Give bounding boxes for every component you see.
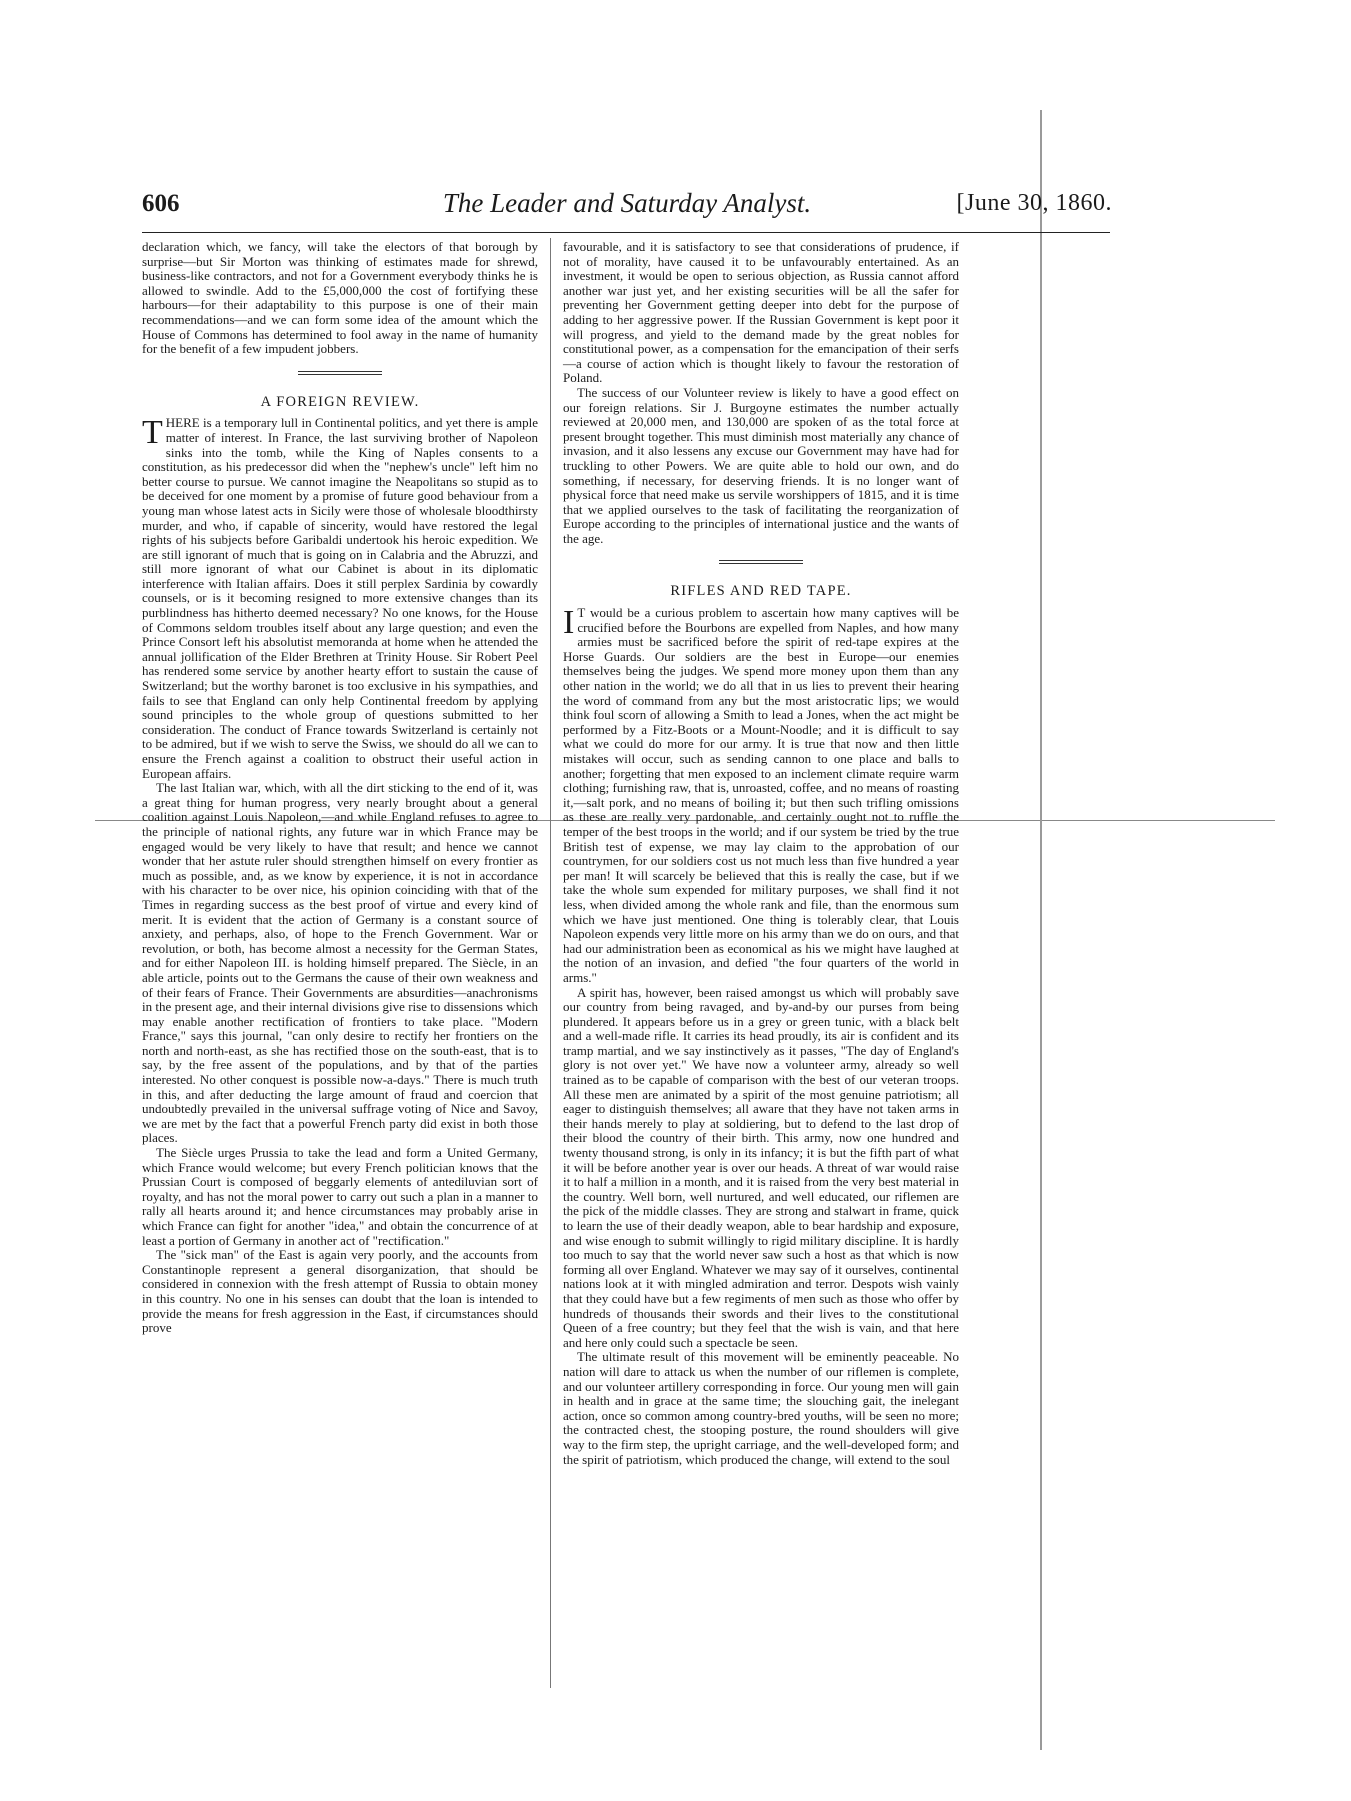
foreign-review-paragraph-3: The Siècle urges Prussia to take the lead and form a United Germany, which France would welcome; but every French politician knows that the Prussian Court is composed of beggarly elements of antediluvian sort of royalty, and has not the moral power to carry out such a plan in a manner to rally all hearts around it; and hence circumstances may probably arise in which France can fight for another "idea," and obtain the concurrence of at least a portion of Germany in another act of "rectification." bbox=[142, 1145, 538, 1248]
foreign-review-paragraph-2: The last Italian war, which, with all the dirt sticking to the end of it, was a great thing for human progress, very nearly brought about a general coalition against Louis Napoleon,—and while England refuses to agree to the principle of national rights, any future war in which France may be engaged would be very likely to have that result; and hence we cannot wonder that her astute ruler should strengthen himself on every frontier as much as possible, and, as we know by experience, it is not in accordance with his character to be over nice, his opinion coinciding with that of the Times in regarding success as the best proof of virtue and every kind of merit. It is evident that the action of Germany is a constant source of anxiety, and perhaps, also, of hope to the French Government. War or revolution, or both, has become almost a necessity for the German States, and for either Napoleon III. is holding himself prepared. The Siècle, in an able article, points out to the Germans the cause of their own weakness and of their fears of France. Their Governments are absurdities—anachronisms in the present age, and their internal divisions give rise to dissensions which may enable another rectification of frontiers to take place. "Modern France," says this journal, "can only desire to rectify her frontiers on the north and north-east, as she has rectified those on the south-east, that is to say, by the free assent of the populations, and by that of the parties interested. No other conquest is possible now-a-days." There is much truth in this, and after deducting the large amount of fraud and coercion that undoubtedly prevailed in the universal suffrage voting of Nice and Savoy, we are met by the fact that a powerful French party did exist in both those places. bbox=[142, 780, 538, 1146]
right-column bbox=[563, 240, 959, 1467]
rifles-red-tape-heading: RIFLES AND RED TAPE. bbox=[670, 583, 852, 600]
binding-shadow bbox=[1040, 110, 1042, 1750]
drop-cap: T bbox=[142, 414, 163, 452]
rifles-paragraph-2: A spirit has, however, been raised amongst us which will probably save our country from being ravaged, and by-and-by our purses from being plundered. It appears before us in a grey or green tunic, with a black belt and a well-made rifle. It carries its head proudly, its air is confident and its tramp martial, and we say instinctively as it passes, "The day of England's glory is not over yet." We have now a volunteer army, already so well trained as to be capable of comparison with the best of our veteran troops. All these men are animated by a spirit of the most genuine patriotism; all eager to distinguish themselves; all aware that they have not taken arms in their hands merely to play at soldiering, but to defend to the last drop of their blood the country of their birth. This army, now one hundred and twenty thousand strong, is only in its infancy; it is but the fifth part of what it will be before another year is over our heads. A threat of war would raise it to half a million in a month, and it is raised from the very best material in the country. Well born, well nurtured, and well educated, our riflemen are the pick of the middle classes. They are strong and stalwart in frame, quick to learn the use of their deadly weapon, able to bear hardship and exposure, and wise enough to submit willingly to rigid military discipline. It is hardly too much to say that the world never saw such a host as that which is now forming all over England. Whatever we may say of it ourselves, continental nations look at it with mingled admiration and terror. Despots wish vainly that they could have but a few regiments of men such as those who offer by hundreds of thousands their swords and their lives to the constitutional Queen of a free country; but they feel that the wish is vain, and that here and here only could such a spectacle be seen. bbox=[563, 984, 959, 1350]
paragraph-text: T would be a curious problem to ascertain how many captives will be crucified before the Bourbons are expelled from Naples, and how many armies must be sacrificed before the spirit of red-tape expires at the Horse Guards. Our soldiers are the best in Europe—our enemies themselves being the judges. We spend more money upon them than any other nation in the world; we do all that in us lies to prevent their hearing the word of command from any but the most aristocratic lips; we would think foul scorn of allowing a Smith to lead a Jones, when the act might be performed by a Fitz-Boots or a Mount-Noodle; and it is difficult to say what we could do more for our army. It is true that now and then little mistakes will occur, such as sending cannon to one place and balls to another; forgetting that men exposed to an inclement climate require warm clothing; furnishing raw, that is, unroasted, coffee, and no means of roasting it,—salt pork, and no means of boiling it; but then such trifling omissions as these are really very pardonable, and certainly ought not to ruffle the temper of the best troops in the world; and if our system be tried by the true British test of expense, we may lay claim to the approbation of our countrymen, for our soldiers cost us not much less than five hundred a year per man! It will scarcely be believed that this is really the case, but if we take the whole sum expended for military purposes, we shall find it not less, when divided among the whole rank and file, than the enormous sum which we have just mentioned. One thing is tolerably clear, that Louis Napoleon expends very little more on his army than we do on ours, and that had our administration been as economical as his we might have laughed at the notion of an invasion, and defied "the four quarters of the world in arms." bbox=[563, 605, 959, 985]
rifles-paragraph-1 bbox=[563, 606, 959, 985]
page-header bbox=[142, 186, 1112, 226]
section-separator bbox=[719, 560, 803, 564]
foreign-review-continuation-1: favourable, and it is satisfactory to see that considerations of prudence, if not of morality, have caused it to be unfavourably entertained. As an investment, it would be open to serious objection, as Russia cannot afford another war just yet, and her existing securities will be all the safer for preventing her Government getting deeper into debt for the purpose of adding to her aggressive power. If the Russian Government is kept poor it will progress, and yield to the demand made by the great nobles for constitutional power, as a compensation for the emancipation of their serfs—a course of action which is thought likely to favour the restoration of Poland. bbox=[563, 239, 959, 386]
rifles-paragraph-3: The ultimate result of this movement will be eminently peaceable. No nation will dare to attack us when the number of our riflemen is complete, and our volunteer artillery corresponding in force. Our young men will gain in health and in grace at the same time; the slouching gait, the inelegant action, once so common among country-bred youths, will be seen no more; the contracted chest, the stooping posture, the round shoulders will give way to the firm step, the upright carriage, and the well-developed form; and the spirit of patriotism, which produced the change, will extend to the soul bbox=[563, 1349, 959, 1467]
foreign-review-heading: A FOREIGN REVIEW. bbox=[260, 393, 420, 410]
page-number: 606 bbox=[142, 190, 180, 217]
left-column bbox=[142, 240, 538, 1336]
intro-paragraph: declaration which, we fancy, will take the electors of that borough by surprise—but Sir Morton was thinking of estimates made for shrewd, business-like contractors, and not for a Government everybody thinks he is allowed to swindle. Add to the £5,000,000 the cost of fortifying these harbours—for their adaptability to this purpose is one of their main recommendations—and we can form some idea of the amount which the House of Commons has determined to fool away in the name of humanity for the benefit of a few impudent jobbers. bbox=[142, 239, 538, 357]
foreign-review-paragraph-1 bbox=[142, 416, 538, 781]
header-rule bbox=[142, 232, 1110, 233]
paragraph-text: HERE is a temporary lull in Continental politics, and yet there is ample matter of interest. In France, the last surviving brother of Napoleon sinks into the tomb, while the King of Naples consents to a constitution, as his predecessor did when the "nephew's uncle" left him no better course to pursue. We cannot imagine the Neapolitans so stupid as to be deceived for one moment by a promise of future good behaviour from a young man whose latest acts in Sicily were those of wholesale bloodthirsty murder, and who, if capable of sincerity, would have restored the legal rights of his subjects before Garibaldi undertook his heroic expedition. We are still ignorant of much that is going on in Calabria and the Abruzzi, and still more ignorant of what our Cabinet is about in its diplomatic interference with Italian affairs. Does it still perplex Sardinia by cowardly counsels, or is it becoming resigned to more extensive changes than its purblindness has hitherto deemed necessary? No one knows, for the House of Commons seldom troubles itself about any large question; and even the Prince Consort left his absolutist memoranda at home when he attended the annual jollification of the Elder Brethren at Trinity House. Sir Robert Peel has rendered some service by another hearty effort to sustain the cause of Switzerland; but the worthy baronet is too exclusive in his sympathies, and fails to see that England can only help Continental freedom by applying sound principles to the whole group of questions submitted to her consideration. The conduct of France towards Switzerland is certainly not to be admired, but if we wish to serve the Swiss, we should do all we can to ensure the French against a coalition to obstruct their useful action in European affairs. bbox=[142, 415, 538, 781]
drop-cap: I bbox=[563, 604, 575, 642]
column-divider bbox=[550, 238, 551, 1688]
issue-date: [June 30, 1860. bbox=[956, 190, 1112, 216]
foreign-review-paragraph-4: The "sick man" of the East is again very poorly, and the accounts from Constantinople represent a general disorganization, that should be considered in connexion with the fresh attempt of Russia to obtain money in this country. No one in his senses can doubt that the loan is intended to provide the means for fresh aggression in the East, if circumstances should prove bbox=[142, 1247, 538, 1336]
section-separator bbox=[298, 371, 382, 375]
foreign-review-continuation-2: The success of our Volunteer review is likely to have a good effect on our foreign relations. Sir J. Burgoyne estimates the number actually reviewed at 20,000 men, and 130,000 are spoken of as the total force at present brought together. This must diminish most materially any chance of invasion, and it also lessens any excuse our Government may have had for truckling to other Powers. We are quite able to hold our own, and do something, if necessary, for deserving friends. It is no longer want of physical force that need make us servile worshippers of 1815, and it is time that we applied ourselves to the task of facilitating the reorganization of Europe according to the principles of international justice and the wants of the age. bbox=[563, 384, 959, 546]
publication-title: The Leader and Saturday Analyst. bbox=[442, 188, 812, 218]
